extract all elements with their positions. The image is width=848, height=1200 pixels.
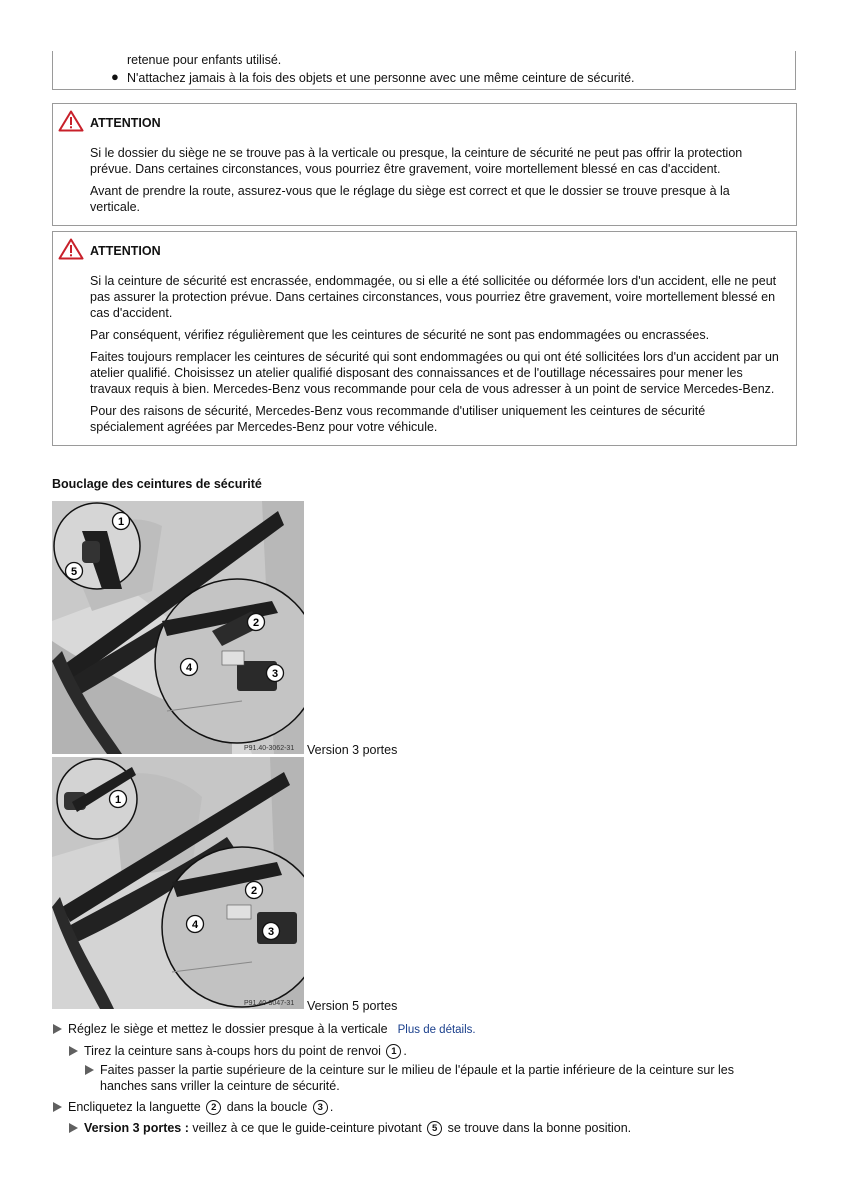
- bullet-item: N'attachez jamais à la fois des objets et une personne avec une même ceinture de sécurité.: [127, 71, 635, 85]
- callout-4: 4: [191, 919, 199, 931]
- callout-ref: 5: [427, 1121, 442, 1136]
- warning-triangle-icon: [58, 110, 84, 132]
- step-text: dans la boucle: [226, 1100, 308, 1114]
- step-text: Faites passer la partie supérieure de la ceinture sur le milieu de l'épaule et la partie inférieure de la ceinture sur les: [100, 1063, 734, 1077]
- step-text: Tirez la ceinture sans à-coups hors du point de renvoi: [84, 1044, 381, 1058]
- figure-code: P91.40-3047-31: [244, 1000, 295, 1007]
- arrow-right-icon: [69, 1046, 78, 1056]
- warning-paragraph: Si la ceinture de sécurité est encrassée, endommagée, ou si elle a été sollicitée ou déformée lors d'un accident, elle ne peut pas assurer la protection prévue. Dans certaines circonstances, vous pourriez être gravement, voire mortellement blessé en cas d'accident.: [90, 274, 777, 320]
- arrow-right-icon: [53, 1102, 62, 1112]
- warning-paragraph: Avant de prendre la route, assurez-vous que le réglage du siège est correct et que le dossier se trouve presque à la verticale.: [90, 184, 730, 214]
- callout-ref: 1: [386, 1044, 401, 1059]
- callout-ref: 2: [206, 1100, 221, 1115]
- warning-title: ATTENTION: [90, 116, 161, 130]
- warning-paragraph: Faites toujours remplacer les ceintures de sécurité qui sont endommagées ou qui ont été sollicitées lors d'un accident par un atelier qualifié. Choisissez un atelier qualifié disposant des connaissances et de l'outillage nécessaires pour mener les travaux requis à bien. Mercedes-Benz vous recommande pour cela de vous adresser à un point de service Mercedes-Benz.: [90, 350, 779, 396]
- previous-warning-box: [52, 51, 796, 90]
- step-text: se trouve dans la bonne position.: [447, 1121, 632, 1135]
- instruction-substep: [69, 1043, 407, 1059]
- step-text: Encliquetez la languette: [68, 1100, 201, 1114]
- bullet-icon: ●: [111, 69, 119, 84]
- step-text: .: [403, 1044, 407, 1058]
- warning-box-damaged-belt: [52, 231, 797, 446]
- arrow-right-icon: [53, 1024, 62, 1034]
- instruction-substep: [69, 1120, 631, 1136]
- callout-1: 1: [114, 794, 122, 806]
- figure-caption: Version 3 portes: [307, 743, 398, 757]
- callout-ref: 3: [313, 1100, 328, 1115]
- step-text: Réglez le siège et mettez le dossier presque à la verticale: [68, 1022, 388, 1036]
- more-details-link[interactable]: Plus de détails.: [397, 1024, 476, 1036]
- section-title: Bouclage des ceintures de sécurité: [52, 477, 262, 491]
- warning-title: ATTENTION: [90, 244, 161, 258]
- callout-2: 2: [250, 885, 258, 897]
- arrow-right-icon: [85, 1065, 94, 1075]
- warning-paragraph: Pour des raisons de sécurité, Mercedes-Benz vous recommande d'utiliser uniquement les ceintures de sécurité spécialement agréées par Mercedes-Benz pour votre véhicule.: [90, 404, 706, 434]
- figure-caption: Version 5 portes: [307, 999, 398, 1013]
- callout-3: 3: [271, 668, 279, 680]
- warning-paragraph: Si le dossier du siège ne se trouve pas à la verticale ou presque, la ceinture de sécurité ne peut pas offrir la protection prévue. Dans certaines circonstances, vous pourriez être gravement, voire mortellement blessé en cas d'accident.: [90, 146, 743, 176]
- instruction-step: [53, 1021, 476, 1038]
- step-text: veillez à ce que le guide-ceinture pivotant: [192, 1121, 422, 1135]
- callout-4: 4: [185, 662, 193, 674]
- instruction-step: [53, 1099, 333, 1115]
- warning-triangle-icon: [58, 238, 84, 260]
- instruction-substep: [85, 1062, 734, 1078]
- callout-5: 5: [70, 566, 78, 578]
- figure-code: P91.40-3062-31: [244, 745, 295, 752]
- warning-paragraph: Par conséquent, vérifiez régulièrement que les ceintures de sécurité ne sont pas endommagées ou encrassées.: [90, 328, 710, 342]
- seatbelt-photo-5-doors: [52, 757, 304, 1009]
- step-bold-label: Version 3 portes :: [84, 1121, 189, 1135]
- seatbelt-photo-3-doors: [52, 501, 304, 754]
- warning-box-seat-backrest: [52, 103, 797, 226]
- step-text: .: [329, 1100, 334, 1114]
- continuation-text: retenue pour enfants utilisé.: [127, 53, 282, 67]
- callout-2: 2: [252, 617, 260, 629]
- callout-3: 3: [267, 926, 275, 938]
- arrow-right-icon: [69, 1123, 78, 1133]
- instruction-substep-continuation: hanches sans vriller la ceinture de sécurité.: [100, 1079, 340, 1093]
- callout-1: 1: [117, 516, 125, 528]
